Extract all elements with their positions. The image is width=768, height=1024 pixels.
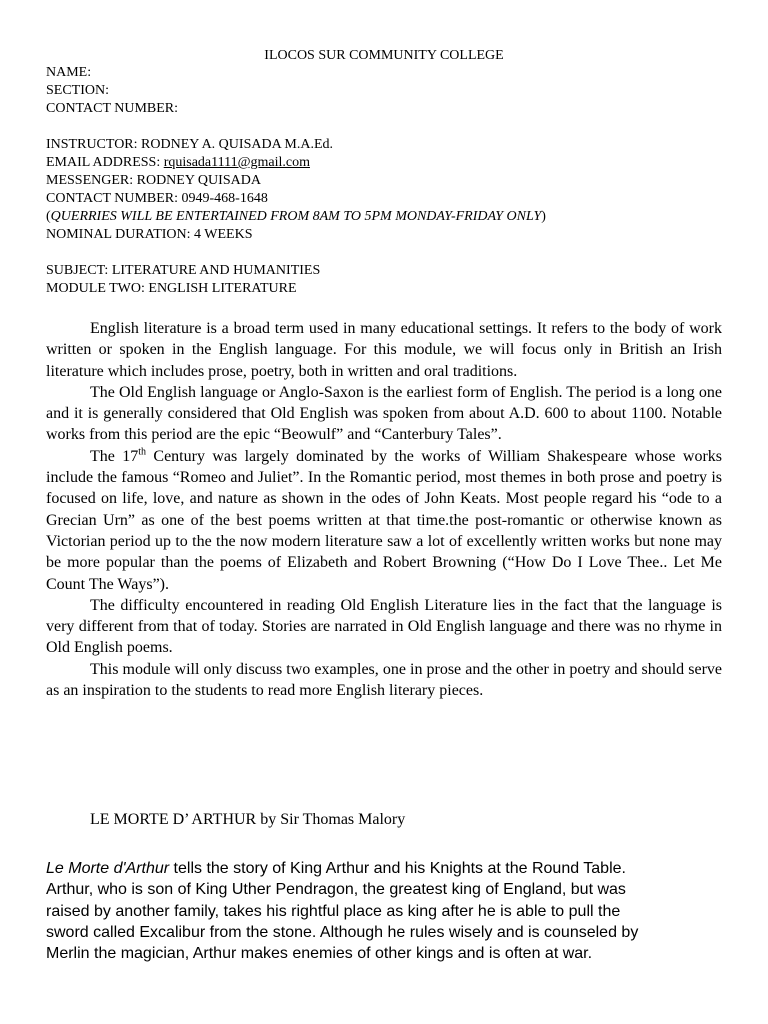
instructor-contact-line: CONTACT NUMBER: 0949-468-1648 [46, 191, 268, 206]
paragraph-intro: English literature is a broad term used in many educational settings. It refers to the body of work written or spoken in the English language. For this module, we will focus only in British an Irish literature which includes prose, poetry, both in written and oral traditions. [46, 320, 722, 380]
header-info [46, 64, 736, 298]
student-contact-label: CONTACT NUMBER: [46, 101, 179, 116]
p3-superscript: th [138, 446, 147, 458]
paragraph-old-english: The Old English language or Anglo-Saxon is the earliest form of English. The period is a long one and it is generally considered that Old English was spoken from about A.D. 600 to about 1100. Notable works from this period are the epic “Beowulf” and “Canterbury Tales”. [46, 383, 722, 444]
story-line-2: Arthur, who is son of King Uther Pendragon, the greatest king of England, but was [46, 881, 626, 899]
queries-open-paren: ( [46, 209, 51, 224]
subject-line: SUBJECT: LITERATURE AND HUMANITIES [46, 263, 321, 278]
story-line-5: Merlin the magician, Arthur makes enemies of other kings and is often at war. [46, 945, 593, 963]
section-label: SECTION: [46, 83, 109, 98]
email-label: EMAIL ADDRESS: [46, 155, 164, 170]
instructor-line: INSTRUCTOR: RODNEY A. QUISADA M.A.Ed. [46, 137, 334, 152]
paragraph-difficulty: The difficulty encountered in reading Old English Literature lies in the fact that the language is very different from that of today. Stories are narrated in Old English language and there was no rhyme in Old English poems. [46, 596, 722, 657]
email-line [46, 154, 736, 172]
story-title: LE MORTE D’ ARTHUR by Sir Thomas Malory [90, 811, 406, 828]
story-line-3: raised by another family, takes his rightful place as king after he is able to pull the [46, 902, 621, 920]
paragraph-scope: This module will only discuss two examples, one in prose and the other in poetry and should serve as an inspiration to the students to read more English literary pieces. [46, 660, 722, 700]
name-label: NAME: [46, 65, 92, 80]
p3-start: The 17 [90, 447, 139, 465]
story-line-1 [46, 858, 736, 879]
module-line: MODULE TWO: ENGLISH LITERATURE [46, 281, 297, 296]
p3-rest: Century was largely dominated by the works of William Shakespeare whose works include the famous “Romeo and Juliet”. In the Romantic period, most themes in both prose and poetry is focused on life, love, and nature as shown in the odes of John Keats. Most people regard his “ode to a Grecian Urn” as one of the best poems written at that time.the post-romantic or otherwise known as Victorian period up to the the now modern literature saw a lot of excellently written works but none may be more popular than the poems of Elizabeth and Robert Browning (“How Do I Love Thee.. Let Me Count The Ways”). [46, 447, 722, 593]
story-summary [46, 858, 736, 964]
messenger-line: MESSENGER: RODNEY QUISADA [46, 173, 261, 188]
paragraph-17th-century [46, 446, 722, 595]
college-name: ILOCOS SUR COMMUNITY COLLEGE [264, 48, 504, 63]
module-body [46, 318, 722, 701]
story-italic-title: Le Morte d'Arthur [46, 860, 170, 877]
spacer [46, 118, 736, 136]
duration-line: NOMINAL DURATION: 4 WEEKS [46, 227, 253, 242]
queries-close-paren: ) [541, 209, 546, 224]
story-line-1-rest: tells the story of King Arthur and his Knights at the Round Table. [169, 860, 626, 877]
story-line-4: sword called Excalibur from the stone. Although he rules wisely and is counseled by [46, 923, 639, 941]
queries-note-text: QUERRIES WILL BE ENTERTAINED FROM 8AM TO 5PM MONDAY-FRIDAY ONLY [50, 209, 542, 224]
queries-note [46, 208, 736, 226]
email-link[interactable]: rquisada1111@gmail.com [163, 155, 310, 170]
spacer [46, 244, 736, 262]
